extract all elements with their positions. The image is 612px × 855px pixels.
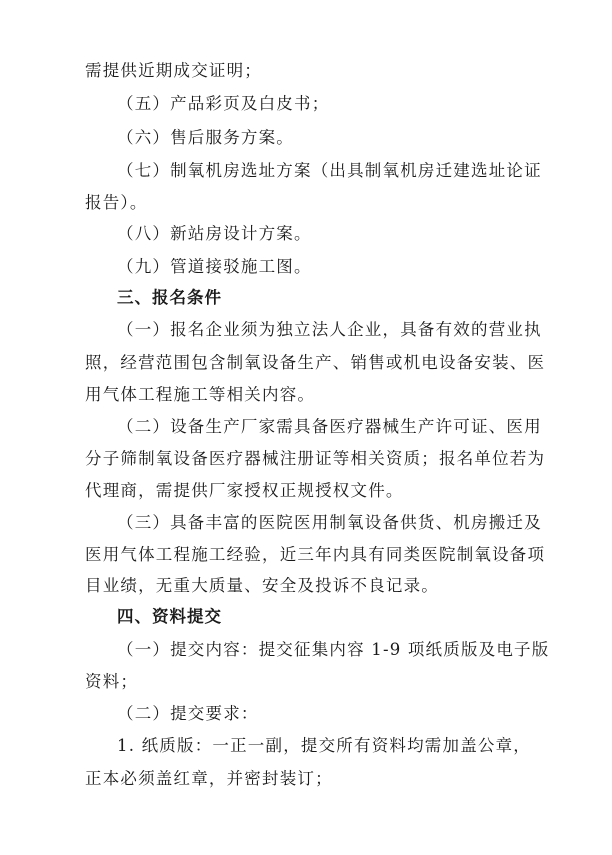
text-line: 目业绩，无重大质量、安全及投诉不良记录。 [85,576,439,595]
text-line: （七）制氧机房选址方案（出具制氧机房迁建选址论证 [117,161,542,180]
text-line: （二）设备生产厂家需具备医疗器械生产许可证、医用 [117,417,542,436]
text-line: （六）售后服务方案。 [117,128,294,147]
text-line: （一）提交内容：提交征集内容 1-9 项纸质版及电子版 [117,640,550,659]
text-line: （一）报名企业须为独立法人企业，具备有效的营业执 [117,320,542,339]
text-line: 1. 纸质版：一正一副，提交所有资料均需加盖公章， [117,736,531,755]
text-line: （八）新站房设计方案。 [117,224,312,243]
text-line: 照，经营范围包含制氧设备生产、销售或机电设备安装、医 [85,353,546,372]
section-heading: 三、报名条件 [117,288,222,307]
text-line: 报告）。 [85,193,148,212]
text-line: （九）管道接驳施工图。 [117,257,312,276]
text-line: 分子筛制氧设备医疗器械注册证等相关资质；报名单位若为 [85,449,546,468]
text-line: 用气体工程施工等相关内容。 [85,385,316,404]
text-line: 医用气体工程施工经验，近三年内具有同类医院制氧设备项 [85,545,546,564]
text-line: 资料； [85,672,139,691]
text-line: 代理商，需提供厂家授权正规授权文件。 [85,481,404,500]
section-heading: 四、资料提交 [117,607,222,626]
text-line: （三）具备丰富的医院医用制氧设备供货、机房搬迁及 [117,513,542,532]
text-line: （五）产品彩页及白皮书； [117,94,330,113]
text-line: （二）提交要求： [117,704,259,723]
text-line: 需提供近期成交证明； [85,61,262,80]
text-line: 正本必须盖红章，并密封装订； [85,769,333,788]
